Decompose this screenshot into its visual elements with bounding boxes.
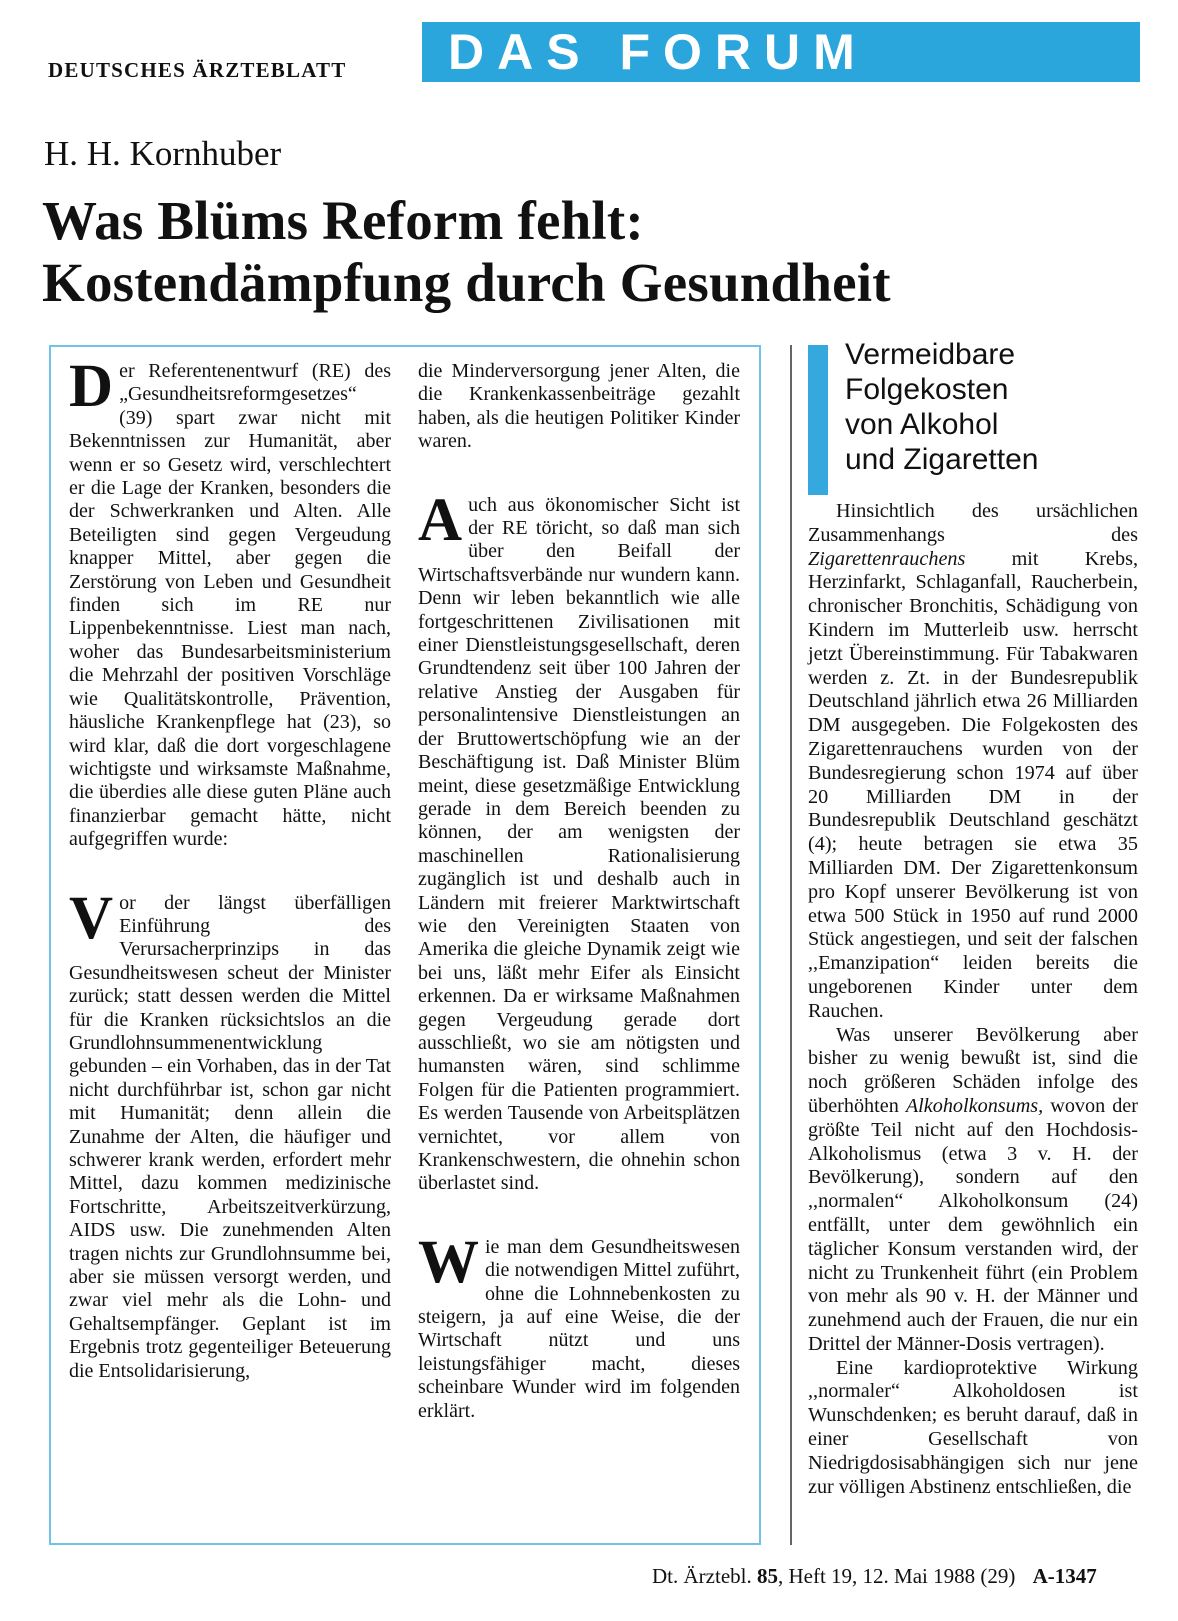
paragraph-text: ie man dem Gesundheitswesen die notwendigen Mittel zuführt, ohne die Lohnnebenkosten zu steigern, ja auf eine Weise, die der Wirtschaft nützt und uns leistungsfähiger macht, dieses scheinbare Wunder wird im folgenden erklärt. xyxy=(418,1235,740,1422)
paragraph-text: mit Krebs, Herzinfarkt, Schlaganfall, Raucherbein, chronischer Bronchitis, Schädigung von Kindern im Mutterleib usw. herrscht jetzt Übereinstimmung. Für Tabakwaren werden z. Zt. in der Bundesrepublik Deutschland jährlich etwa 26 Milliarden DM ausgegeben. Die Folgekosten des Zigarettenrauchens wurden von der Bundesregierung schon 1974 auf über 20 Milliarden DM in der Bundesrepublik Deutschland geschätzt (4); heute betragen sie etwa 35 Milliarden DM. Der Zigarettenkonsum pro Kopf unserer Bevölkerung ist von etwa 500 Stück in 1950 auf rund 2000 Stück angestiegen, und seit der falschen ,,Emanzipation“ leiden bereits die ungeborenen Kinder unter dem Rauchen. xyxy=(808,547,1138,1022)
page-number: A-1347 xyxy=(1032,1564,1097,1588)
sidebar-heading-line: von Alkohol xyxy=(845,408,999,441)
drop-cap: A xyxy=(418,486,463,554)
paragraph xyxy=(418,486,740,1196)
emphasis: Alkoholkonsums, xyxy=(905,1094,1044,1117)
sidebar-heading-line: und Zigaretten xyxy=(845,443,1039,476)
sidebar-accent-bar xyxy=(808,345,828,495)
paragraph: die Minderversorgung jener Alten, die die Krankenkassenbeiträge gezahlt haben, als die heutigen Politiker Kinder waren. xyxy=(418,360,740,453)
sidebar-text xyxy=(808,500,1138,1499)
title-line-2: Kostendämpfung durch Gesundheit xyxy=(42,252,891,313)
paragraph-text: er Referentenentwurf (RE) des „Gesundheitsreformgesetzes“ (39) spart zwar nicht mit Bekenntnissen zur Humanität, aber wenn er so Gesetz wird, verschlechtert er die Lage der Kranken, besonders die der Schwerkranken und Alten. Alle Beteiligten sind gegen Vergeudung knapper Mittel, aber gegen die Zerstörung von Leben und Gesundheit finden sich im RE nur Lippenbekenntnisse. Liest man nach, woher das Bundesarbeitsministerium die Mehrzahl der positiven Vorschläge wie Qualitätskontrolle, Prävention, häusliche Krankenpflege hat (23), so wird klar, daß die dort vorgeschlagene wichtigste und wirksamste Maßnahme, die überdies alle diese guten Pläne auch finanzierbar gemacht hätte, nicht aufgegriffen wurde: xyxy=(69,360,391,851)
paragraph xyxy=(69,353,391,852)
section-banner xyxy=(422,22,1140,82)
emphasis: Zigarettenrauchens xyxy=(808,547,966,570)
paragraph xyxy=(808,500,1138,1024)
section-label: DAS FORUM xyxy=(448,24,868,80)
paragraph-text: Was unserer Bevölkerung aber bisher zu wenig bewußt ist, sind die noch größeren Schäden infolge des überhöhten xyxy=(808,1023,1138,1117)
author: H. H. Kornhuber xyxy=(44,134,282,173)
paragraph: Eine kardioprotektive Wirkung ,,normaler“ Alkoholdosen ist Wunschdenken; es beruht darauf, daß in einer Gesellschaft von Niedrigdosisabhängigen sich nur jene zur völligen Abstinenz entschließen, die xyxy=(808,1356,1138,1498)
journal-abbrev: Dt. Ärztebl. xyxy=(652,1564,752,1588)
masthead: DEUTSCHES ÄRZTEBLATT xyxy=(48,58,347,82)
paragraph xyxy=(418,1228,740,1423)
paragraph-text: wovon der größte Teil nicht auf den Hochdosis-Alkoholismus (etwa 3 v. H. der Bevölkerung), sondern auf den ,,normalen“ Alkoholkonsum (24) entfällt, unter dem gewöhnlich ein täglicher Konsum verstanden wird, der nicht zu Trunkenheit führt (ein Problem von mehr als 90 v. H. der Männer und zunehmend auch der Frauen, die nur ein Drittel der Männer-Dosis vertragen). xyxy=(808,1094,1138,1355)
article-title xyxy=(42,190,891,314)
paragraph-text: uch aus ökonomischer Sicht ist der RE töricht, so daß man sich über den Beifall der Wirtschaftsverbände nur wundern kann. Denn wir leben bekanntlich wie alle fortgeschrittenen Zivilisationen mit einer Dienstleistungsgesellschaft, deren Grundtendenz seit über 100 Jahren der relative Anstieg der Ausgaben für personalintensive Dienstleistungen an der Bruttowertschöpfung wie an der Beschäftigung ist. Daß Minister Blüm meint, diese gesetzmäßige Entwicklung gerade in dem Bereich beenden zu können, der am wenigsten der maschinellen Rationalisierung zugänglich ist und deshalb auch in Ländern mit freierer Marktwirtschaft wie den Vereinigten Staaten von Amerika die gleiche Dynamik zeigt wie bei uns, läßt mehr Eifer als Einsicht erkennen. Da er wirksame Maßnahmen gegen Vergeudung gerade dort ausschließt, wo sie am nötigsten und humansten wären, sind schlimme Folgen für die Patienten programmiert. Es werden Tausende von Arbeitsplätzen vernichtet, vor allem von Krankenschwestern, die ohnehin schon überlastet sind. xyxy=(418,493,740,1195)
column-divider xyxy=(790,345,792,1545)
page-footer xyxy=(652,1564,1097,1589)
drop-cap: V xyxy=(69,884,114,952)
text-column-2 xyxy=(418,360,740,1423)
sidebar-heading-line: Folgekosten xyxy=(845,373,1009,406)
sidebar-heading-line: Vermeidbare xyxy=(845,338,1016,371)
volume-number: 85 xyxy=(756,1564,778,1588)
paragraph-text: Hinsichtlich des ursächlichen Zusammenhangs des xyxy=(808,500,1138,546)
title-line-1: Was Blüms Reform fehlt: xyxy=(42,190,644,251)
issue-info: , Heft 19, 12. Mai 1988 (29) xyxy=(777,1564,1016,1588)
paragraph-text: or der längst überfälligen Einführung des Verursacherprinzips in das Gesundheitswesen scheut der Minister zurück; statt dessen werden die Mittel für die Kranken rücksichtslos an die Grundlohnsummenentwicklung gebunden – ein Vorhaben, das in der Tat nicht durchführbar ist, schon gar nicht mit Humanität; denn allein die Zunahme der Alten, die häufiger und schwerer krank werden, erfordert mehr Mittel, dazu kommen medizinische Fortschritte, Arbeitszeitverkürzung, AIDS usw. Die zunehmenden Alten tragen nichts zur Grundlohnsumme bei, aber sie müssen versorgt werden, und zwar viel mehr als die Lohn- und Gehaltsempfänger. Geplant ist im Ergebnis trotz gegenteiliger Beteuerung die Entsolidarisierung, xyxy=(69,891,391,1382)
paragraph xyxy=(69,884,391,1384)
text-column-1 xyxy=(69,353,391,1383)
drop-cap: D xyxy=(69,353,114,420)
sidebar-heading xyxy=(845,337,1038,477)
drop-cap: W xyxy=(418,1228,479,1296)
paragraph xyxy=(808,1024,1138,1357)
